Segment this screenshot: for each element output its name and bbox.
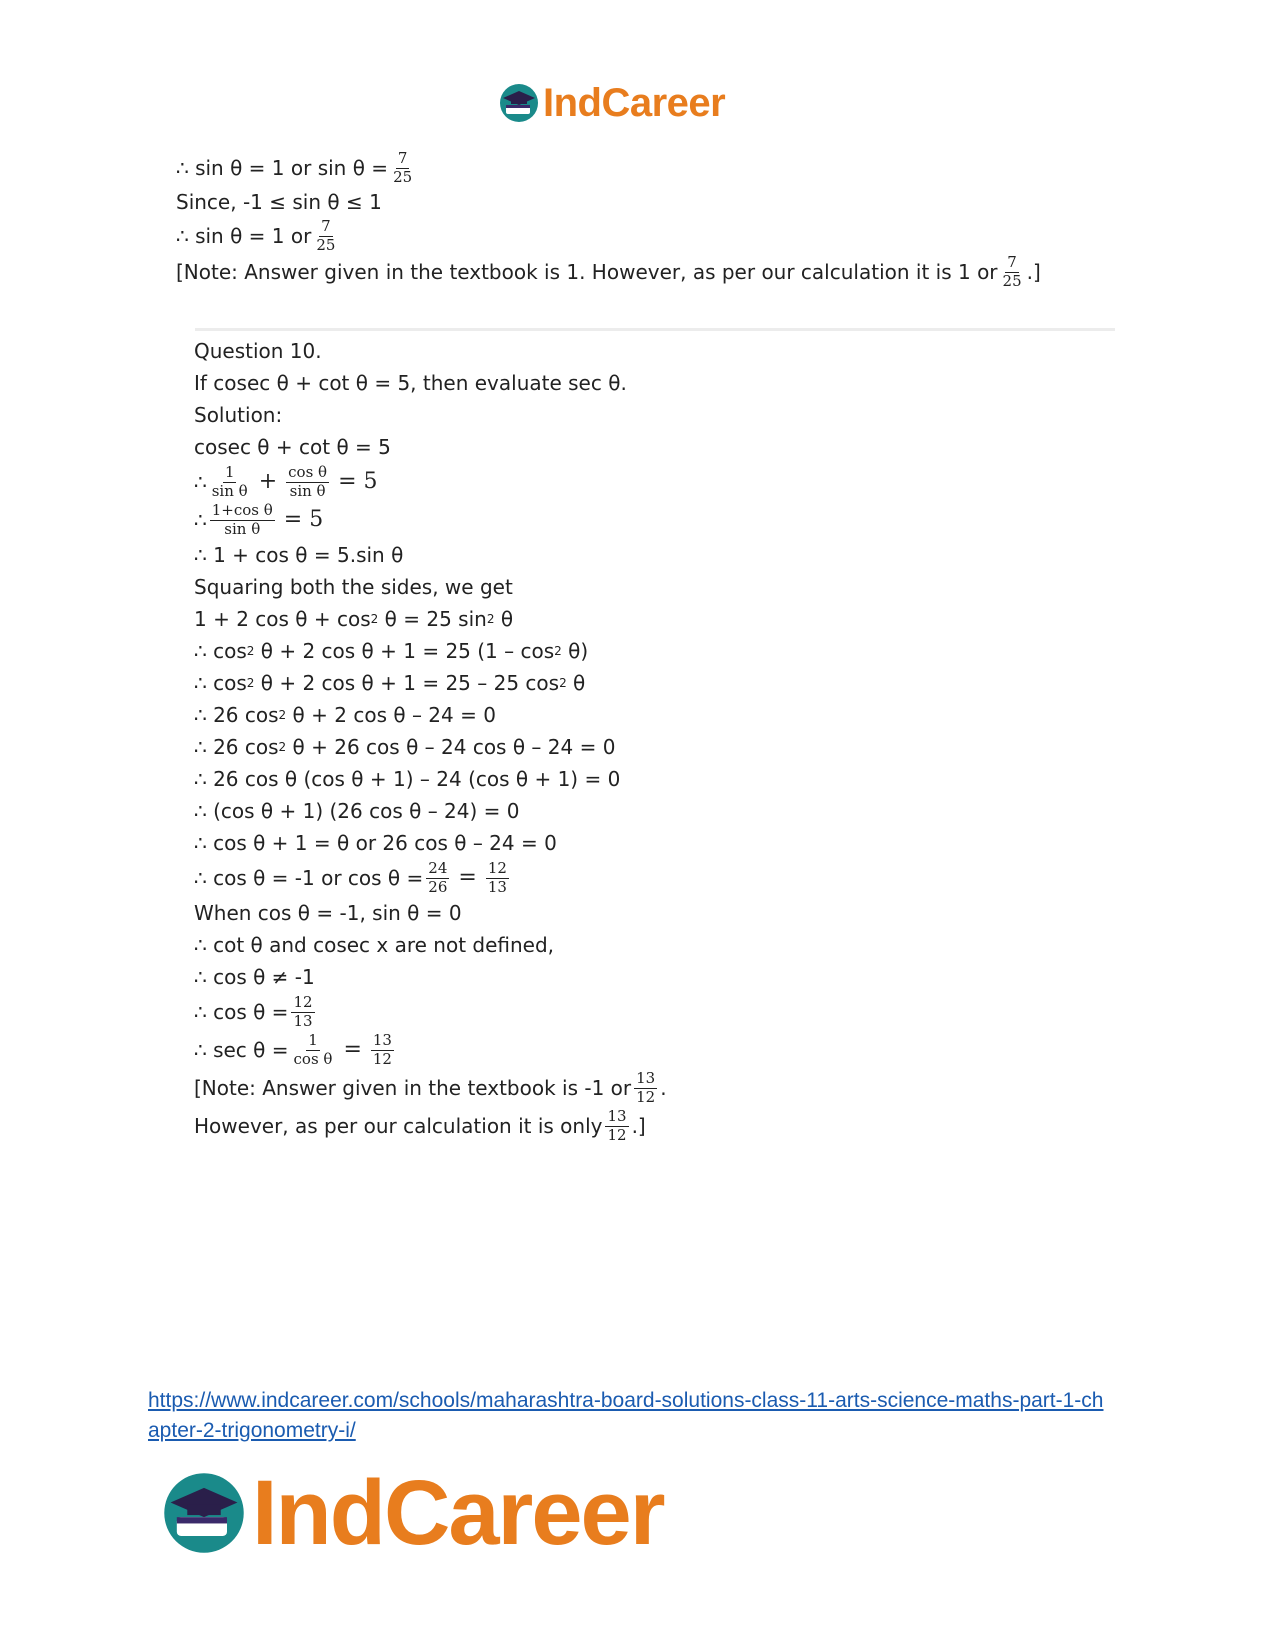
graduation-cap-book-icon — [497, 81, 541, 125]
logo-wordmark: IndCareer — [252, 1461, 664, 1564]
math-line — [194, 501, 1114, 539]
math-line: ∴ 26 cos 2 θ + 2 cos θ – 24 = 0 — [194, 703, 496, 727]
note-line: However, as per our calculation it is only $\frac{13}{12}$ .] — [194, 1106, 646, 1144]
math-line: ∴ 26 cos θ (cos θ + 1) – 24 (cos θ + 1) = 0 — [194, 767, 621, 791]
text: .] — [1026, 260, 1041, 284]
therefore-symbol: ∴ — [194, 470, 207, 494]
math-line: ∴ sec θ = $\frac{1}{\text{cos θ}}$ = $\frac{13}{12}$ — [194, 1030, 392, 1068]
fraction: $\frac{\text{1+cos θ}}{\text{sin θ}}$ — [211, 500, 273, 538]
math-line: ∴ 1 + cos θ = 5.sin θ — [194, 543, 404, 567]
fraction: $\frac{1}{\text{cos θ}}$ — [293, 1030, 333, 1068]
question-title: Question 10. — [194, 339, 322, 363]
math-line: ∴ (cos θ + 1) (26 cos θ – 24) = 0 — [194, 799, 520, 823]
fraction: $\frac{\text{cos θ}}{\text{sin θ}}$ — [288, 462, 328, 500]
solution-label: Solution: — [194, 403, 283, 427]
operator: = — [458, 865, 477, 890]
text: [Note: Answer given in the textbook is 1. However, as per our calculation it is 1 or — [176, 260, 998, 284]
question-block — [194, 335, 1114, 1145]
logo-wordmark: IndCareer — [543, 80, 726, 125]
math-line: Squaring both the sides, we get — [194, 575, 513, 599]
fraction: $\frac{7}{25}$ — [393, 148, 413, 186]
text: ∴ sin θ = 1 or — [176, 224, 312, 248]
graduation-cap-book-icon — [158, 1467, 250, 1559]
math-line: ∴ cos θ + 1 = θ or 26 cos θ – 24 = 0 — [194, 831, 557, 855]
fraction: $\frac{7}{25}$ — [1002, 252, 1022, 290]
math-line: Since, -1 ≤ sin θ ≤ 1 — [176, 190, 382, 214]
previous-solution-tail — [176, 150, 1076, 290]
math-line — [176, 218, 1076, 254]
fraction: $\frac{24}{26}$ — [428, 858, 448, 896]
math-line: cosec θ + cot θ = 5 — [194, 435, 391, 459]
operator: = 5 — [283, 507, 324, 532]
math-line: ∴ cos θ = -1 or cos θ = $\frac{24}{26}$ = $\frac{12}{13}$ — [194, 858, 507, 896]
fraction: $\frac{13}{12}$ — [607, 1106, 627, 1144]
math-line — [194, 463, 1114, 501]
note-line — [176, 254, 1076, 290]
operator: = 5 — [338, 469, 378, 494]
math-line: ∴ cos 2 θ + 2 cos θ + 1 = 25 (1 – cos 2 θ) — [194, 639, 589, 663]
math-line: ∴ cos θ ≠ -1 — [194, 965, 315, 989]
fraction: $\frac{12}{13}$ — [293, 992, 313, 1030]
operator: + — [258, 469, 278, 494]
math-line — [176, 150, 1076, 186]
fraction: $\frac{12}{13}$ — [487, 858, 507, 896]
math-line: ∴ cos θ = $\frac{12}{13}$ — [194, 992, 313, 1030]
math-line: 1 + 2 cos θ + cos 2 θ = 25 sin 2 θ — [194, 607, 514, 631]
math-line: When cos θ = -1, sin θ = 0 — [194, 901, 462, 925]
text: ∴ sin θ = 1 or sin θ = — [176, 156, 389, 180]
fraction: $\frac{13}{12}$ — [372, 1030, 392, 1068]
operator: = — [343, 1037, 362, 1062]
fraction: $\frac{1}{\text{sin θ}}$ — [211, 462, 248, 500]
footer-logo — [158, 1458, 664, 1568]
math-line: ∴ cos 2 θ + 2 cos θ + 1 = 25 – 25 cos 2 θ — [194, 671, 586, 695]
question-statement: If cosec θ + cot θ = 5, then evaluate sec θ. — [194, 371, 627, 395]
header-logo — [497, 78, 725, 128]
therefore-symbol: ∴ — [194, 508, 207, 532]
math-line: ∴ cot θ and cosec x are not defined, — [194, 933, 555, 957]
note-line: [Note: Answer given in the textbook is -1 or $\frac{13}{12}$ . — [194, 1068, 667, 1106]
fraction: $\frac{7}{25}$ — [316, 216, 336, 254]
math-line: ∴ 26 cos 2 θ + 26 cos θ – 24 cos θ – 24 = 0 — [194, 735, 616, 759]
source-link[interactable]: https://www.indcareer.com/schools/maharashtra-board-solutions-class-11-arts-science-maths-part-1-chapter-2-trigonometry-i/ — [148, 1389, 1104, 1442]
fraction: $\frac{13}{12}$ — [636, 1068, 656, 1106]
divider — [195, 328, 1115, 331]
